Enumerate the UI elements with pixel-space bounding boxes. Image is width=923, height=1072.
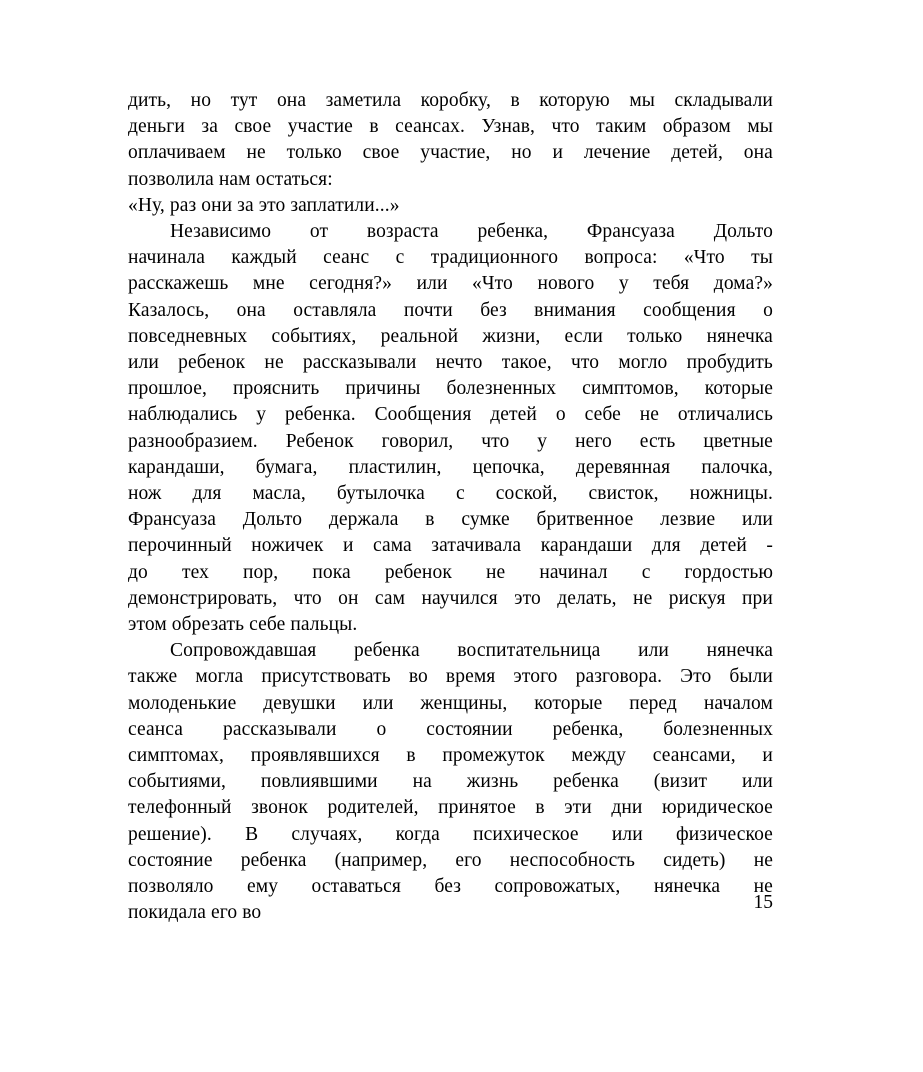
text-word: нянечка (653, 876, 721, 898)
text-word: ребенка (240, 849, 307, 871)
text-line (128, 717, 773, 743)
text-line (128, 88, 773, 114)
text-line (128, 848, 773, 874)
text-word: свисток, (588, 483, 659, 505)
text-word: событиями, (128, 771, 227, 793)
text-word: прошлое, (128, 378, 207, 400)
text-word: деньги (128, 116, 185, 138)
text-word: могла (195, 666, 244, 688)
text-word: держала (328, 509, 399, 531)
text-word: болезненных (663, 718, 773, 740)
text-word: и (552, 142, 563, 164)
text-word: ребенок (384, 561, 452, 583)
text-word: на (412, 771, 432, 793)
text-line (128, 455, 773, 481)
text-word: во (408, 666, 428, 688)
text-word: этого (513, 666, 558, 688)
text-line (128, 481, 773, 507)
text-word: время (445, 666, 496, 688)
text-word: расскажешь (128, 273, 229, 295)
text-line (128, 769, 773, 795)
text-word: внимания (534, 299, 616, 321)
text-word: детей (490, 404, 537, 426)
text-word: оставаться (311, 876, 401, 898)
text-word: Узнав, (481, 116, 536, 138)
text-word: присутствовать (261, 666, 391, 688)
text-word: ребенка (553, 771, 619, 793)
text-word: что (293, 587, 322, 609)
text-word: что (481, 430, 510, 452)
text-word: ножницы. (689, 483, 773, 505)
text-word: которые (704, 378, 773, 400)
text-word: что (551, 116, 580, 138)
text-word: воспитательница (457, 640, 601, 662)
text-word: о (555, 404, 566, 426)
text-line (128, 743, 773, 769)
text-word: не (753, 876, 773, 898)
text-word: за (201, 116, 218, 138)
text-word: сопровожатых, (494, 876, 621, 898)
text-word: - (766, 535, 773, 557)
text-line (128, 219, 773, 245)
text-word: состояние (128, 849, 213, 871)
text-word: сеансами, (652, 745, 736, 767)
text-word: событиях, (271, 325, 357, 347)
text-line (128, 560, 773, 586)
text-line (128, 245, 773, 271)
text-word: были (729, 666, 773, 688)
text-word: ребенка, (552, 718, 624, 740)
text-word: принятое (438, 797, 516, 819)
text-word: причины (345, 378, 421, 400)
text-word: нового (537, 273, 595, 295)
text-word: она (276, 90, 307, 111)
text-word: научился (421, 587, 498, 609)
text-line (128, 664, 773, 690)
text-word: что (570, 352, 600, 374)
text-line (128, 429, 773, 455)
text-word: и (342, 535, 354, 557)
text-word: телефонный (128, 797, 232, 819)
text-line (128, 533, 773, 559)
text-word: сам (374, 587, 406, 609)
text-word: деревянная (575, 456, 671, 478)
text-word: перед (629, 692, 677, 714)
text-word: карандаши, (128, 456, 225, 478)
text-word: заметила (325, 90, 402, 111)
text-word: нянечка (706, 640, 773, 662)
text-word: только (627, 325, 683, 347)
text-word: молоденькие (128, 692, 237, 714)
text-word: соской, (495, 483, 558, 505)
text-word: в (425, 509, 435, 531)
text-word: не (633, 587, 653, 609)
text-word: дить, (128, 90, 172, 111)
text-line (128, 114, 773, 140)
text-word: с (641, 561, 651, 583)
text-line (128, 298, 773, 324)
text-word: симптомов, (582, 378, 679, 400)
text-line (128, 795, 773, 821)
text-word: при (742, 587, 773, 609)
text-word: сообщения (643, 299, 736, 321)
text-word: «Что (472, 273, 513, 295)
paragraph (128, 638, 773, 926)
text-word: ребенка. (285, 404, 356, 426)
text-word: которую (539, 90, 610, 111)
text-word: реальной (380, 325, 459, 347)
text-word: повлиявшими (260, 771, 378, 793)
text-word: Франсуаза (586, 221, 675, 243)
text-word: ножичек (251, 535, 324, 557)
text-word: повседневных (128, 325, 248, 347)
text-word: Сообщения (374, 404, 472, 426)
text-line (128, 350, 773, 376)
text-word: женщины, (420, 692, 508, 714)
page-number: 15 (753, 892, 773, 913)
text-word: могло (618, 352, 668, 374)
text-word: перочинный (128, 535, 232, 557)
text-word: оплачиваем (128, 142, 226, 164)
text-line (128, 638, 773, 664)
paragraph (128, 88, 773, 193)
text-word: в (406, 745, 416, 767)
text-word: лечение (583, 142, 651, 164)
text-word: нечто (435, 352, 483, 374)
text-word: участие, (420, 142, 491, 164)
text-word: она (743, 142, 773, 164)
text-word: (например, (334, 849, 428, 871)
text-word: таким (596, 116, 647, 138)
text-word: рассказывали (223, 718, 337, 740)
text-word: прояснить (232, 378, 320, 400)
text-line (128, 586, 773, 612)
text-word: ему (247, 876, 279, 898)
text-word: образом (662, 116, 731, 138)
text-word: юридическое (661, 797, 773, 819)
text-word: в (510, 90, 520, 111)
text-word: позволяло (128, 876, 214, 898)
text-word: разговора. (575, 666, 663, 688)
text-word: звонок (251, 797, 308, 819)
text-line: «Ну, раз они за это заплатили...» (128, 194, 400, 216)
text-word: рискуя (668, 587, 726, 609)
text-word: психическое (473, 823, 579, 845)
text-word: В (245, 823, 259, 845)
text-word: о (376, 718, 387, 740)
text-word: или (638, 640, 669, 662)
text-word: Дольто (242, 509, 303, 531)
text-word: дома?» (713, 273, 773, 295)
text-word: демонстрировать, (128, 587, 278, 609)
text-word: детей, (671, 142, 723, 164)
text-word: неспособность (509, 849, 636, 871)
page-text-block (128, 88, 773, 927)
text-word: симптомах, (128, 745, 224, 767)
text-word: мы (747, 116, 773, 138)
text-word: или (416, 273, 448, 295)
text-word: мне (252, 273, 285, 295)
text-word: отличались (677, 404, 773, 426)
text-word: или (128, 352, 159, 374)
text-word: для (651, 535, 681, 557)
text-word: ребенка, (477, 221, 549, 243)
text-word: для (192, 483, 222, 505)
text-word: свое (362, 142, 400, 164)
text-word: сеанса (128, 718, 184, 740)
text-word: или (611, 823, 643, 845)
text-word: сама (373, 535, 412, 557)
text-word: детей (700, 535, 747, 557)
text-word: тех (181, 561, 209, 583)
text-word: или (742, 509, 773, 531)
text-word: которые (534, 692, 603, 714)
text-word: себе (584, 404, 621, 426)
text-word: затачивала (431, 535, 522, 557)
text-word: проявлявшихся (250, 745, 380, 767)
text-word: дни (611, 797, 643, 819)
text-word: пластилин, (348, 456, 442, 478)
text-word: жизни, (482, 325, 541, 347)
text-word: разнообразием. (128, 430, 258, 452)
text-word: нож (128, 483, 162, 505)
text-word: карандаши (540, 535, 633, 557)
text-word: возраста (366, 221, 439, 243)
text-word: такое, (501, 352, 552, 374)
text-word: Независимо (170, 221, 272, 243)
text-word: состоянии (426, 718, 513, 740)
text-word: начинала (128, 247, 206, 269)
text-line: позволила нам остаться: (128, 168, 333, 190)
text-word: Казалось, (128, 299, 210, 321)
text-word: с (395, 247, 405, 269)
text-word: (визит (653, 771, 708, 793)
text-word: пор, (243, 561, 279, 583)
text-word: делать, (557, 587, 617, 609)
text-word: началом (703, 692, 773, 714)
text-word: коробку, (420, 90, 491, 111)
text-word: с (455, 483, 465, 505)
text-word: нянечка (706, 325, 773, 347)
text-line (128, 402, 773, 428)
text-word: в (369, 116, 379, 138)
text-word: эти (564, 797, 592, 819)
text-word: сумке (461, 509, 510, 531)
text-word: Это (680, 666, 712, 688)
text-word: Ребенок (285, 430, 354, 452)
text-word: традиционного (430, 247, 559, 269)
text-word: девушки (263, 692, 336, 714)
text-word: о (763, 299, 773, 321)
text-word: свое (234, 116, 272, 138)
text-word: родителей, (327, 797, 419, 819)
text-word: рассказывали (302, 352, 417, 374)
text-word: сеанс (323, 247, 370, 269)
text-word: не (264, 352, 284, 374)
text-word: у (537, 430, 548, 452)
text-word: физическое (676, 823, 773, 845)
text-word: без (434, 876, 462, 898)
text-word: это (514, 587, 541, 609)
text-word: Дольто (713, 221, 773, 243)
text-word: цепочка, (472, 456, 545, 478)
text-word: не (753, 849, 773, 871)
text-word: лезвие (660, 509, 716, 531)
text-word: масла, (252, 483, 306, 505)
text-word: бритвенное (536, 509, 634, 531)
text-word: почти (403, 299, 453, 321)
text-word: жизнь (466, 771, 519, 793)
text-word: не (639, 404, 660, 426)
text-line (128, 324, 773, 350)
text-line (128, 507, 773, 533)
text-word: есть (639, 430, 676, 452)
text-word: или (742, 771, 773, 793)
text-word: ребенка (354, 640, 420, 662)
text-word: она (236, 299, 266, 321)
text-word: он (338, 587, 359, 609)
paragraph (128, 219, 773, 638)
text-word: случаях, (291, 823, 363, 845)
text-word: оставляла (293, 299, 377, 321)
text-line (128, 271, 773, 297)
text-word: тут (230, 90, 258, 111)
text-word: Сопровождавшая (170, 640, 317, 662)
text-word: когда (395, 823, 440, 845)
text-word: гордостью (684, 561, 773, 583)
text-word: тебя (653, 273, 690, 295)
text-word: каждый (231, 247, 297, 269)
text-word: бумага, (255, 456, 318, 478)
text-word: ребенок (178, 352, 246, 374)
text-word: также (128, 666, 178, 688)
text-word: промежуток (442, 745, 545, 767)
text-word: сегодня?» (309, 273, 393, 295)
text-word: Франсуаза (128, 509, 217, 531)
text-word: пока (312, 561, 351, 583)
text-word: палочка, (701, 456, 773, 478)
text-line (128, 140, 773, 166)
text-word: не (246, 142, 266, 164)
text-word: «Что (683, 247, 725, 269)
text-word: или (362, 692, 394, 714)
text-word: вопроса: (584, 247, 658, 269)
text-word: болезненных (446, 378, 557, 400)
text-word: но (190, 90, 212, 111)
text-word: до (128, 561, 148, 583)
text-word: у (256, 404, 267, 426)
text-word: наблюдались (128, 404, 238, 426)
text-word: ты (751, 247, 773, 269)
text-word: от (309, 221, 329, 243)
text-word: между (571, 745, 627, 767)
text-word: него (575, 430, 612, 452)
text-word: решение). (128, 823, 212, 845)
text-word: и (762, 745, 773, 767)
text-word: у (618, 273, 629, 295)
text-line: покидала его во (128, 902, 262, 924)
text-word: говорил, (381, 430, 454, 452)
text-word: мы (629, 90, 655, 111)
text-line (128, 822, 773, 848)
text-word: в (535, 797, 545, 819)
text-word: участие (287, 116, 353, 138)
text-word: но (511, 142, 532, 164)
text-word: только (286, 142, 342, 164)
text-word: начинал (539, 561, 608, 583)
text-word: складывали (674, 90, 773, 111)
text-word: не (485, 561, 506, 583)
text-line: этом обрезать себе пальцы. (128, 614, 358, 636)
text-word: без (480, 299, 507, 321)
text-word: сидеть) (663, 849, 726, 871)
text-word: сеансах. (395, 116, 465, 138)
text-word: пробудить (686, 352, 773, 374)
paragraph (128, 193, 773, 219)
text-word: бутылочка (336, 483, 425, 505)
text-word: его (455, 849, 482, 871)
text-line (128, 691, 773, 717)
text-line (128, 376, 773, 402)
text-word: цветные (703, 430, 773, 452)
text-word: если (564, 325, 603, 347)
